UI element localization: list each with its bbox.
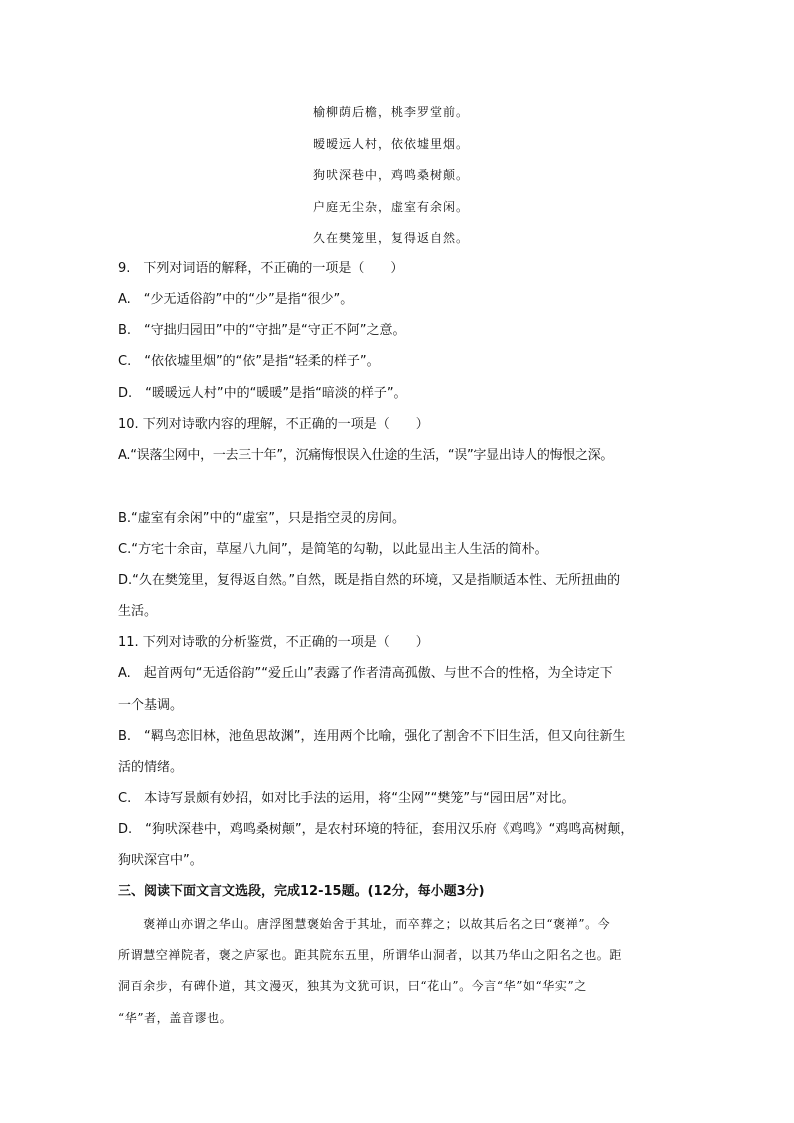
poem-line: 户庭无尘杂，虚室有余闲。	[313, 200, 470, 214]
question-9-option-d: D. “暖暖远人村”中的“暖暖”是指“暗淡的样子”。	[118, 386, 407, 401]
section-3-heading: 三、阅读下面文言文选段，完成12-15题。(12分，每小题3分)	[118, 884, 485, 899]
question-11-option-b-continued: 活的情绪。	[118, 760, 184, 775]
poem-line: 榆柳荫后檐，桃李罗堂前。	[313, 105, 470, 119]
poem-line: 狗吠深巷中，鸡鸣桑树颠。	[313, 168, 470, 182]
question-9-option-a: A. “少无适俗韵”中的“少”是指“很少”。	[118, 292, 354, 307]
question-11-option-b: B. “羁鸟恋旧林，池鱼思故渊”，连用两个比喻，强化了割舍不下旧生活，但又向往新生	[118, 729, 626, 744]
passage-line: 所谓慧空禅院者，褒之庐冢也。距其院东五里，所谓华山洞者，以其乃华山之阳名之也。距	[118, 948, 623, 962]
poem-line: 久在樊笼里，复得返自然。	[313, 231, 470, 245]
question-9-option-c: C. “依依墟里烟”的“依”是指“轻柔的样子”。	[118, 354, 380, 369]
passage-line: “华”者，盖音谬也。	[118, 1011, 233, 1025]
passage-line: 褒禅山亦谓之华山。唐浮图慧褒始舍于其址，而卒葬之；以故其后名之曰“褒禅”。今	[118, 917, 611, 931]
question-10-option-a: A.“误落尘网中，一去三十年”，沉痛悔恨误入仕途的生活，“误”字显出诗人的悔恨之深。	[118, 448, 614, 463]
question-9-stem: 9. 下列对词语的解释，不正确的一项是（ ）	[118, 261, 404, 276]
question-11-option-d: D. “狗吠深巷中，鸡鸣桑树颠”，是农村环境的特征，套用汉乐府《鸡鸣》“鸡鸣高树颠，	[118, 822, 634, 837]
question-10-stem: 10. 下列对诗歌内容的理解，不正确的一项是（ ）	[118, 417, 429, 432]
question-11-stem: 11. 下列对诗歌的分析鉴赏，不正确的一项是（ ）	[118, 635, 429, 650]
question-11-option-d-continued: 狗吠深宫中”。	[118, 853, 203, 868]
question-10-option-d: D.“久在樊笼里，复得返自然。”自然，既是指自然的环境，又是指顺适本性、无所扭曲的	[118, 573, 621, 588]
passage-line: 洞百余步，有碑仆道，其文漫灭，独其为文犹可识，曰“花山”。今言“华”如“华实”之	[118, 979, 587, 993]
question-11-option-c: C. 本诗写景颇有妙招，如对比手法的运用，将“尘网”“樊笼”与“园田居”对比。	[118, 791, 575, 806]
question-11-option-a-continued: 一个基调。	[118, 698, 184, 713]
question-10-option-d-continued: 生活。	[118, 604, 158, 619]
question-10-option-b: B.“虚室有余闲”中的“虚室”，只是指空灵的房间。	[118, 511, 405, 526]
question-9-option-b: B. “守拙归园田”中的“守拙”是“守正不阿”之意。	[118, 323, 406, 338]
poem-line: 暧暧远人村，依依墟里烟。	[313, 137, 470, 151]
question-11-option-a: A. 起首两句“无适俗韵”“爱丘山”表露了作者清高孤傲、与世不合的性格，为全诗定下	[118, 666, 613, 681]
question-10-option-c: C.“方宅十余亩，草屋八九间”，是简笔的勾勒，以此显出主人生活的简朴。	[118, 542, 548, 557]
